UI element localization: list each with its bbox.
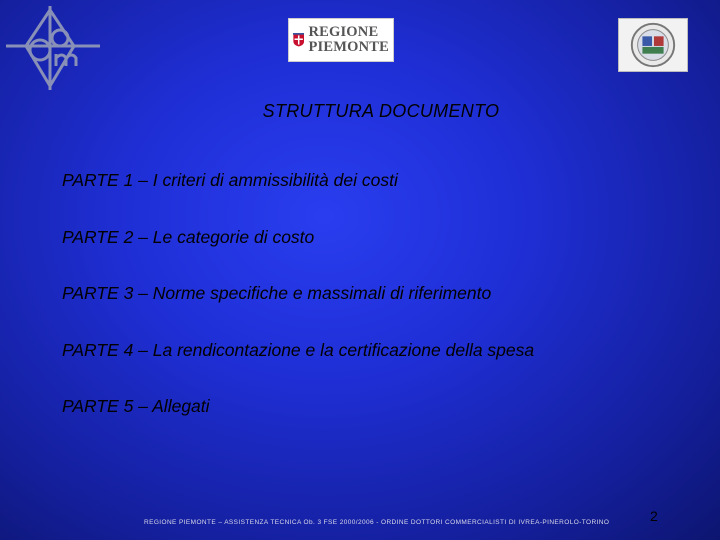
- regione-piemonte-logo: [288, 18, 394, 62]
- regione-logo-line1: REGIONE: [308, 24, 379, 40]
- list-item: PARTE 1 – I criteri di ammissibilità dei costi: [62, 170, 398, 190]
- dcm-logo: [4, 4, 104, 94]
- seal-icon: [618, 18, 688, 72]
- regione-logo-line2: PIEMONTE: [308, 39, 389, 55]
- regione-shield-icon: [293, 22, 304, 58]
- list-item: PARTE 2 – Le categorie di costo: [62, 226, 315, 247]
- document-structure-list: [62, 170, 534, 453]
- footer-text: REGIONE PIEMONTE – ASSISTENZA TECNICA Ob. 3 FSE 2000/2006 - ORDINE DOTTORI COMMERCIALISTI DI IVREA-PINEROLO-TORINO: [144, 519, 610, 526]
- page-number: 2: [650, 508, 658, 524]
- list-item: PARTE 4 – La rendicontazione e la certificazione della spesa: [62, 339, 535, 360]
- list-item: PARTE 5 – Allegati: [62, 396, 210, 416]
- page-title: STRUTTURA DOCUMENTO: [262, 101, 500, 121]
- list-item: PARTE 3 – Norme specifiche e massimali di riferimento: [62, 283, 492, 303]
